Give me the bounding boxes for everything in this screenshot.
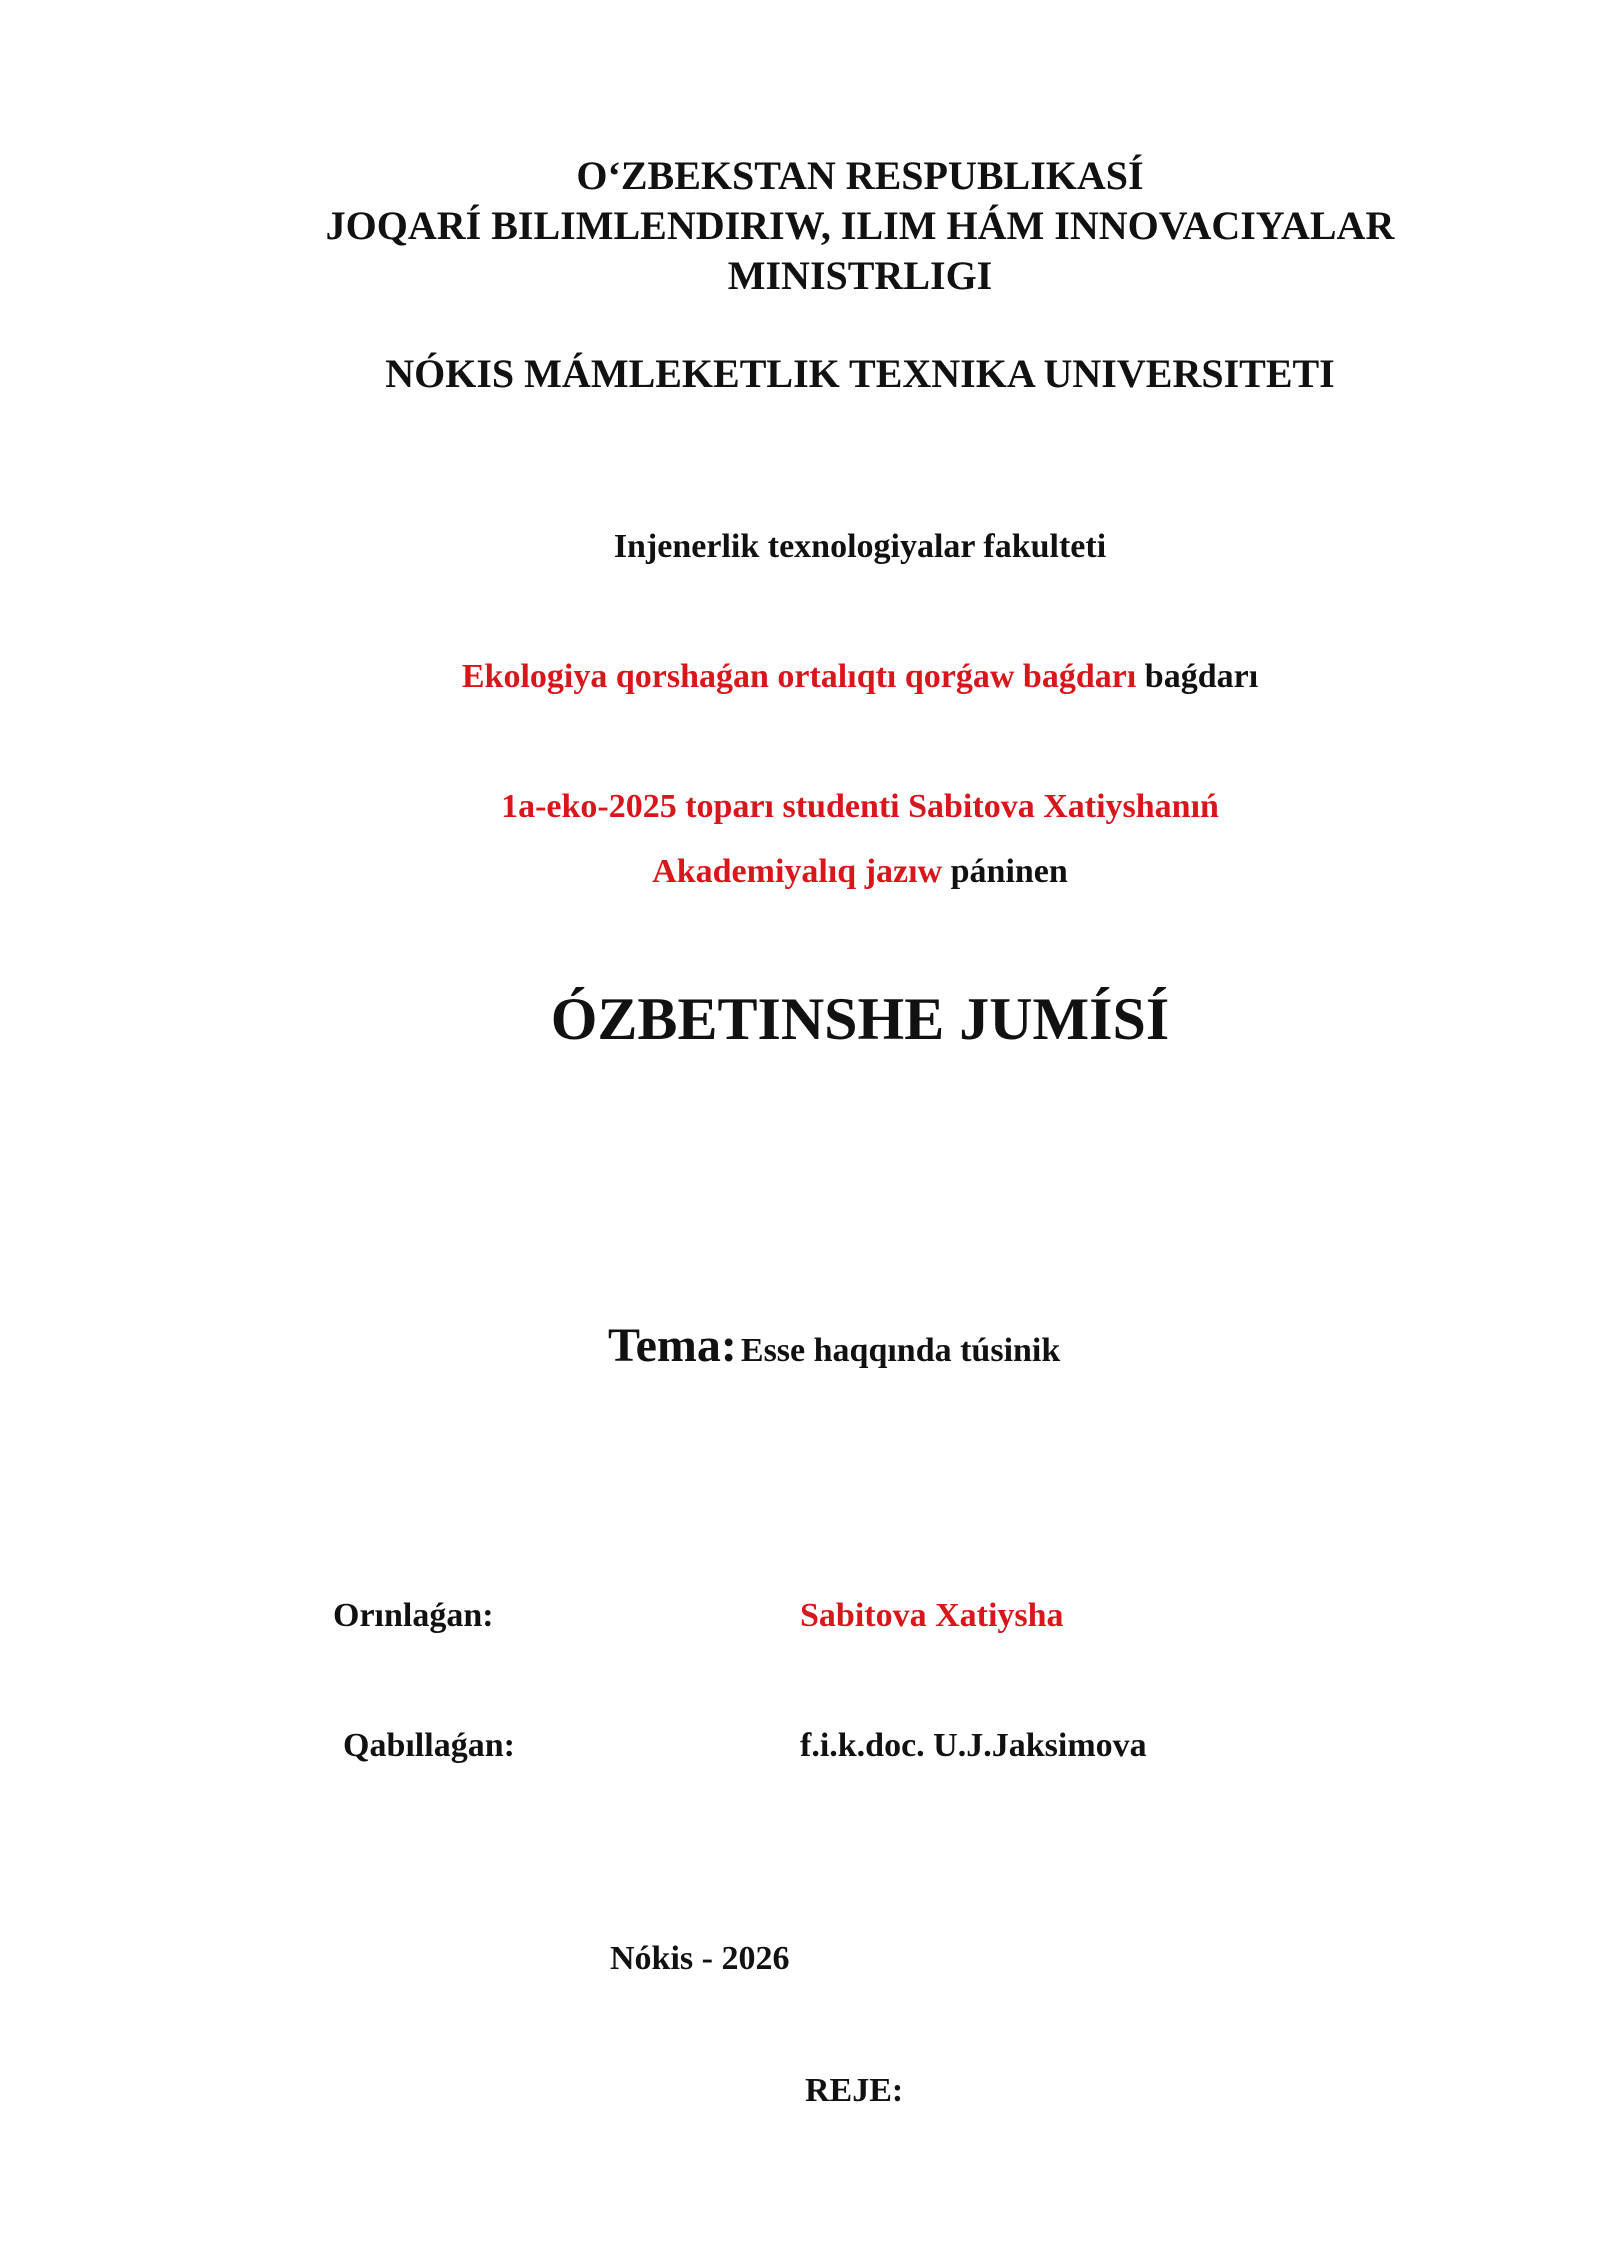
subject-line [0,853,1600,891]
performed-label: Orınlaǵan: [333,1597,494,1634]
ministry-heading-line1: JOQARÍ BILIMLENDIRIW, ILIM HÁM INNOVACIYALAR [325,203,1395,248]
subject-suffix: páninen [950,853,1068,890]
direction-name: Ekologiya qorshaǵan ortalıqtı qorǵaw baǵdarı [461,658,1137,695]
country-heading: O‘ZBEKSTAN RESPUBLIKASÍ [576,153,1144,198]
university-heading: NÓKIS MÁMLEKETLIK TEXNIKA UNIVERSITETI [385,351,1335,396]
topic-value: Esse haqqında túsinik [740,1332,1061,1369]
student-line: 1a-eko-2025 toparı studenti Sabitova Xatiyshanıń [501,788,1219,825]
place-year: Nókis - 2026 [610,1940,790,1977]
accepted-value: f.i.k.doc. U.J.Jaksimova [800,1727,1147,1764]
document-title: ÓZBETINSHE JUMÍSÍ [550,986,1170,1052]
topic-line [608,1318,1060,1373]
direction-line [0,658,1600,696]
performed-value: Sabitova Xatiyshа [800,1597,1064,1634]
ministry-heading-line2: MINISTRLIGI [727,253,993,298]
topic-label: Tema: [608,1319,737,1372]
subject-name: Akademiyalıq jazıw [652,853,943,890]
direction-suffix: baǵdarı [1144,658,1259,695]
plan-heading: REJE: [805,2072,904,2109]
accepted-label: Qabıllaǵan: [343,1727,515,1764]
faculty-name: Injenerlik texnologiyalar fakulteti [613,528,1107,565]
